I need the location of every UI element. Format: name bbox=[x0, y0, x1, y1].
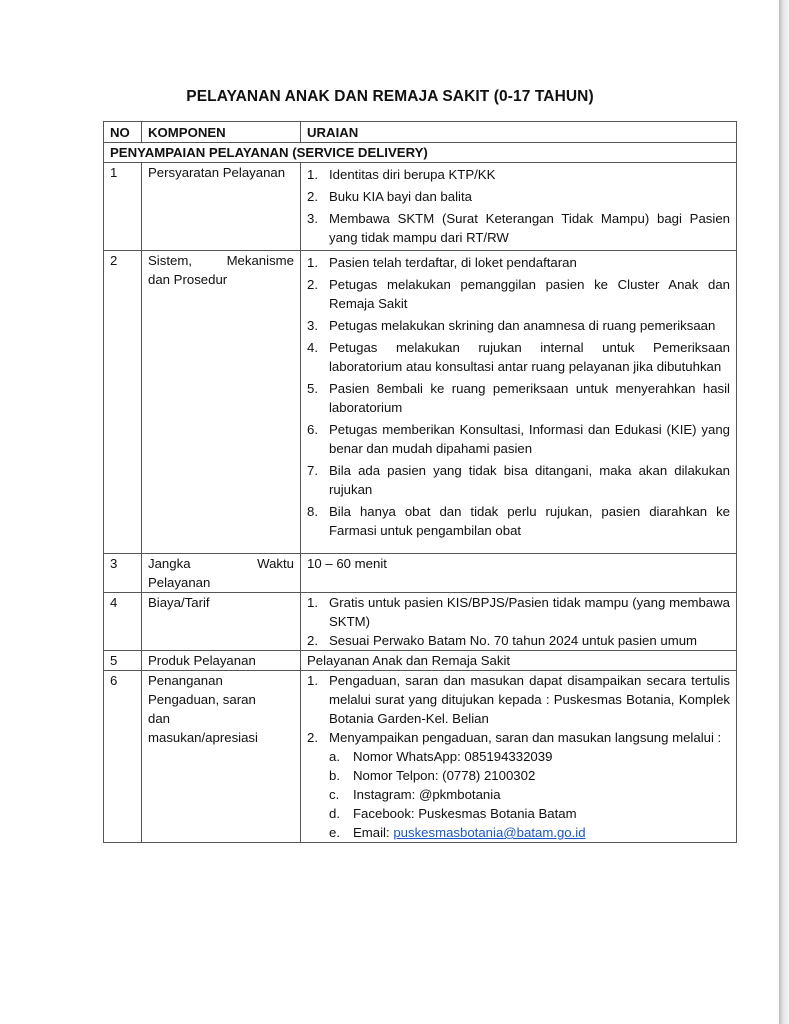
contact-list bbox=[307, 747, 730, 842]
row-uraian bbox=[301, 251, 737, 554]
row-number: 3 bbox=[104, 554, 142, 593]
row-number: 6 bbox=[104, 671, 142, 843]
list-item: 2. Petugas melakukan pemanggilan pasien ke Cluster Anak dan Remaja Sakit bbox=[307, 277, 730, 311]
contact-item: c. Instagram: @pkmbotania bbox=[329, 787, 501, 802]
contact-item: b. Nomor Telpon: (0778) 2100302 bbox=[329, 768, 536, 783]
uraian-list bbox=[307, 165, 730, 247]
list-item: 3. Petugas melakukan skrining dan anamnesa di ruang pemeriksaan bbox=[307, 318, 716, 333]
table-row bbox=[104, 163, 737, 251]
header-uraian: URAIAN bbox=[301, 122, 737, 143]
list-item: 6. Petugas memberikan Konsultasi, Informasi dan Edukasi (KIE) yang benar dan mudah dipahami pasien bbox=[307, 422, 730, 456]
row-uraian bbox=[301, 671, 737, 843]
row-number: 2 bbox=[104, 251, 142, 554]
uraian-list bbox=[307, 593, 730, 650]
list-item: 1. Gratis untuk pasien KIS/BPJS/Pasien tidak mampu (yang membawa SKTM) bbox=[307, 595, 730, 629]
table-row bbox=[104, 593, 737, 651]
row-number: 4 bbox=[104, 593, 142, 651]
list-item: 3. Membawa SKTM (Surat Keterangan Tidak Mampu) bagi Pasien yang tidak mampu dari RT/RW bbox=[307, 211, 730, 245]
table-row bbox=[104, 251, 737, 554]
uraian-list bbox=[307, 671, 730, 747]
table-row bbox=[104, 651, 737, 671]
header-komponen: KOMPONEN bbox=[142, 122, 301, 143]
list-item: 8. Bila hanya obat dan tidak perlu rujukan, pasien diarahkan ke Farmasi untuk pengambilan obat bbox=[307, 504, 730, 538]
row-komponen: Sistem, Mekanisme dan Prosedur bbox=[142, 251, 301, 554]
row-komponen: Penanganan Pengaduan, saran dan masukan/apresiasi bbox=[142, 671, 301, 843]
row-uraian bbox=[301, 163, 737, 251]
list-item: 1. Identitas diri berupa KTP/KK bbox=[307, 167, 496, 182]
contact-item: d. Facebook: Puskesmas Botania Batam bbox=[329, 806, 577, 821]
row-komponen: Biaya/Tarif bbox=[142, 593, 301, 651]
list-item: 4. Petugas melakukan rujukan internal untuk Pemeriksaan laboratorium atau konsultasi antar ruang pelayanan jika dibutuhkan bbox=[307, 340, 730, 374]
document-title: PELAYANAN ANAK DAN REMAJA SAKIT (0-17 TAHUN) bbox=[186, 88, 594, 105]
list-item: 1. Pengaduan, saran dan masukan dapat disampaikan secara tertulis melalui surat yang ditujukan kepada : Puskesmas Botania, Komplek Botania Garden-Kel. Belian bbox=[307, 673, 730, 726]
row-number: 5 bbox=[104, 651, 142, 671]
uraian-list bbox=[307, 253, 730, 540]
header-no: NO bbox=[104, 122, 142, 143]
row-komponen: Persyaratan Pelayanan bbox=[142, 163, 301, 251]
row-komponen: Produk Pelayanan bbox=[142, 651, 301, 671]
row-uraian: 10 – 60 menit bbox=[301, 554, 737, 593]
service-table bbox=[103, 121, 737, 843]
section-title: PENYAMPAIAN PELAYANAN (SERVICE DELIVERY) bbox=[104, 143, 737, 163]
table-row bbox=[104, 554, 737, 593]
table-header-row bbox=[104, 122, 737, 143]
email-link[interactable]: puskesmasbotania@batam.go.id bbox=[393, 825, 586, 840]
list-item: 2. Buku KIA bayi dan balita bbox=[307, 189, 472, 204]
contact-item: e. Email: puskesmasbotania@batam.go.id bbox=[329, 825, 586, 840]
section-row bbox=[104, 143, 737, 163]
row-uraian: Pelayanan Anak dan Remaja Sakit bbox=[301, 651, 737, 671]
list-item: 7. Bila ada pasien yang tidak bisa ditangani, maka akan dilakukan rujukan bbox=[307, 463, 730, 497]
list-item: 2. Sesuai Perwako Batam No. 70 tahun 2024 untuk pasien umum bbox=[307, 633, 698, 648]
contact-item: a. Nomor WhatsApp: 085194332039 bbox=[329, 749, 553, 764]
list-item: 2. Menyampaikan pengaduan, saran dan masukan langsung melalui : bbox=[307, 730, 722, 745]
row-number: 1 bbox=[104, 163, 142, 251]
page-edge-shadow bbox=[779, 0, 789, 1024]
table-row bbox=[104, 671, 737, 843]
row-uraian bbox=[301, 593, 737, 651]
list-item: 5. Pasien 8embali ke ruang pemeriksaan untuk menyerahkan hasil laboratorium bbox=[307, 381, 730, 415]
list-item: 1. Pasien telah terdaftar, di loket pendaftaran bbox=[307, 255, 577, 270]
row-komponen: Jangka Waktu Pelayanan bbox=[142, 554, 301, 593]
